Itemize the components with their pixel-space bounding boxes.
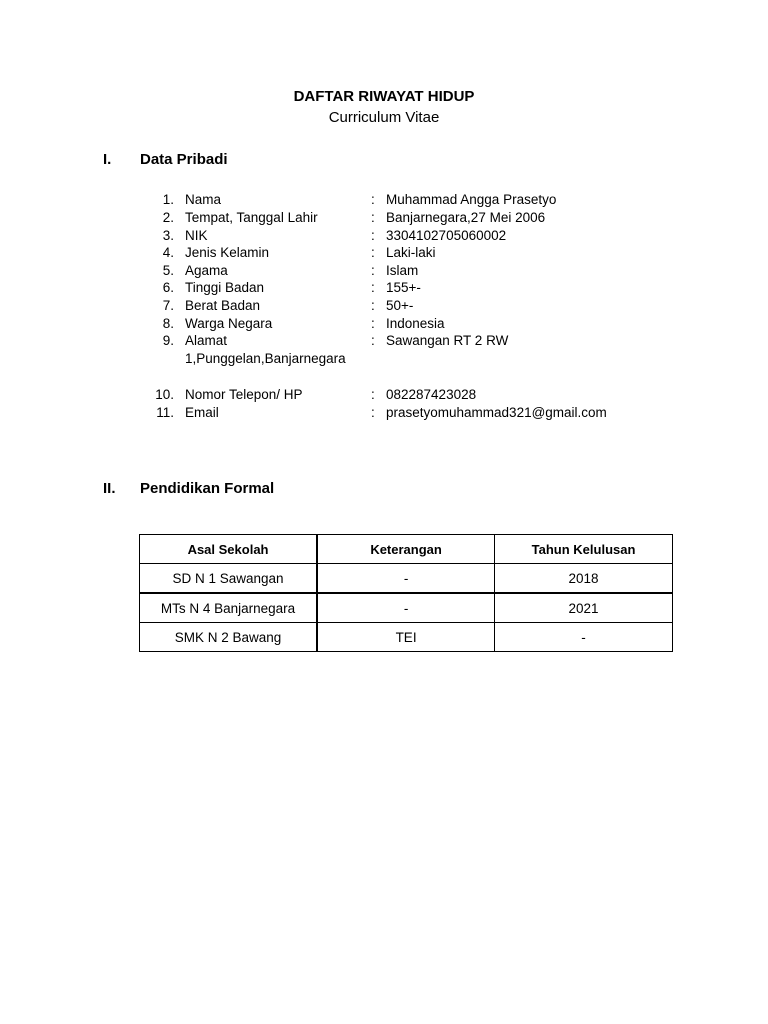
field-colon: : [371,263,375,278]
field-value: Muhammad Angga Prasetyo [386,192,557,207]
field-number: 2. [162,210,174,225]
field-number: 5. [162,263,174,278]
field-label: Tinggi Badan [185,280,265,295]
field-colon: : [371,298,375,313]
field-number: 11. [156,405,174,420]
column-header-asal-sekolah: Asal Sekolah [140,535,318,564]
field-colon: : [371,210,375,225]
table-cell: - [317,564,495,594]
field-label: Berat Badan [185,298,261,313]
section-title: Data Pribadi [140,151,228,168]
field-label: Jenis Kelamin [185,245,270,260]
table-row [140,593,673,623]
field-value: Laki-laki [386,245,436,260]
section-number: II. [103,480,116,497]
section-title: Pendidikan Formal [140,480,275,497]
field-colon: : [371,192,375,207]
field-number: 1. [162,192,174,207]
document-title: DAFTAR RIWAYAT HIDUP [293,88,475,105]
field-value: Indonesia [386,316,445,331]
field-value: 3304102705060002 [386,228,507,243]
field-value: 50+- [386,298,414,313]
table-cell: SD N 1 Sawangan [140,564,318,594]
education-table [139,534,673,652]
field-number: 4. [162,245,174,260]
field-colon: : [371,333,375,348]
table-header-row [140,535,673,564]
table-cell: - [317,593,495,623]
field-colon: : [371,387,375,402]
table-row [140,564,673,594]
field-label: Nomor Telepon/ HP [185,387,303,402]
field-value: prasetyomuhammad321@gmail.com [386,405,607,420]
field-number: 9. [162,333,174,348]
field-value: Islam [386,263,419,278]
field-colon: : [371,280,375,295]
field-label: Agama [185,263,228,278]
table-cell: TEI [317,623,495,652]
field-number: 7. [162,298,174,313]
field-number: 10. [155,387,174,402]
field-value: Sawangan RT 2 RW [386,333,509,348]
field-colon: : [371,228,375,243]
table-cell: SMK N 2 Bawang [140,623,318,652]
field-label: Warga Negara [185,316,273,331]
column-header-tahun-kelulusan: Tahun Kelulusan [495,535,673,564]
table-cell: - [495,623,673,652]
table-cell: 2018 [495,564,673,594]
field-value: 082287423028 [386,387,477,402]
table-cell: 2021 [495,593,673,623]
field-label: Tempat, Tanggal Lahir [185,210,318,225]
field-label: Nama [185,192,222,207]
column-header-keterangan: Keterangan [317,535,495,564]
field-number: 8. [162,316,174,331]
field-label: Email [185,405,219,420]
field-value: 155+- [386,280,421,295]
table-cell: MTs N 4 Banjarnegara [140,593,318,623]
field-label: NIK [185,228,208,243]
table-row [140,623,673,652]
field-colon: : [371,245,375,260]
field-number: 3. [162,228,174,243]
field-number: 6. [162,280,174,295]
field-label: Alamat [185,333,228,348]
field-value: Banjarnegara,27 Mei 2006 [386,210,546,225]
field-value-continuation: 1,Punggelan,Banjarnegara [185,351,346,366]
field-colon: : [371,316,375,331]
section-number: I. [103,151,112,168]
document-subtitle: Curriculum Vitae [328,109,440,126]
field-colon: : [371,405,375,420]
